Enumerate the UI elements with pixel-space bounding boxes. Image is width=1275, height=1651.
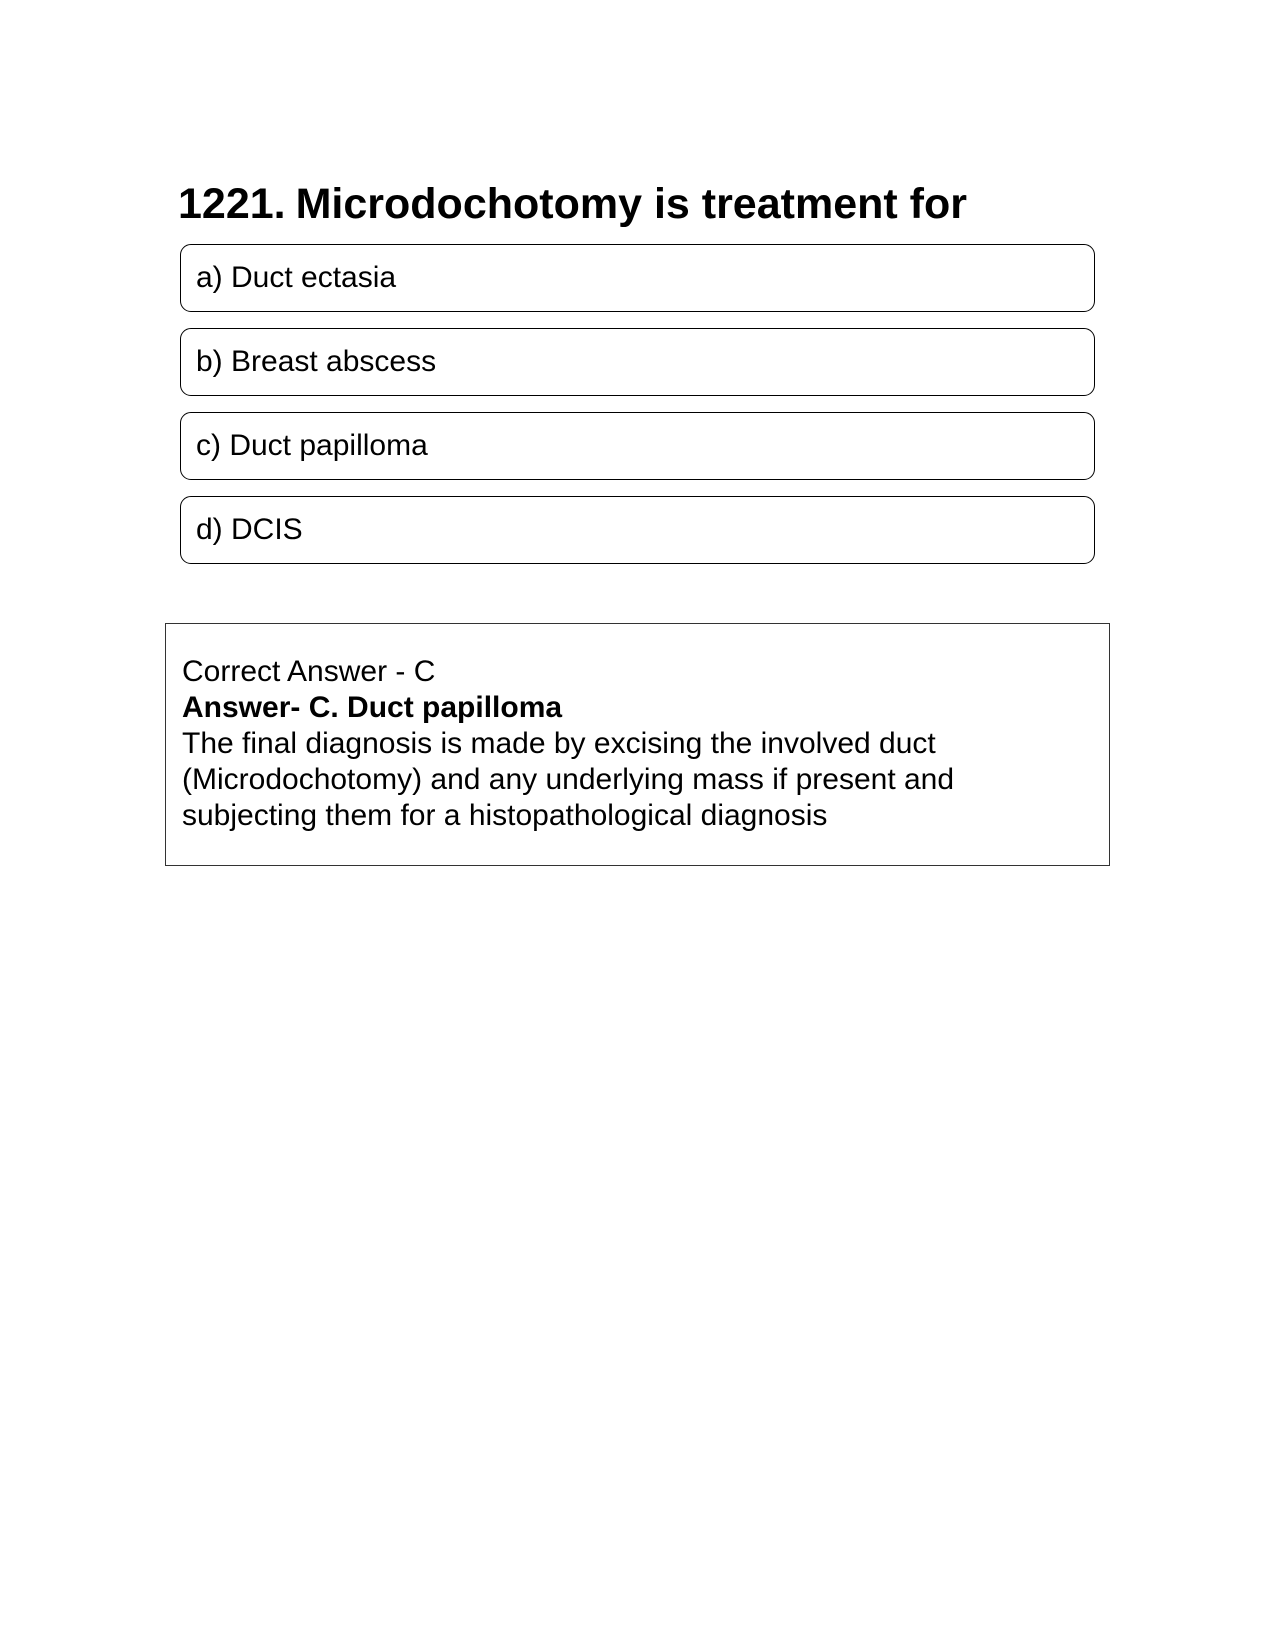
option-d[interactable]: d) DCIS: [180, 496, 1095, 564]
option-a[interactable]: a) Duct ectasia: [180, 244, 1095, 312]
answer-explanation-box: [165, 623, 1110, 866]
question-number: 1221.: [178, 180, 286, 228]
correct-answer-line: Correct Answer - C: [182, 655, 436, 688]
option-b[interactable]: b) Breast abscess: [180, 328, 1095, 396]
answer-title: Answer- C. Duct papilloma: [182, 691, 563, 724]
question-heading: [178, 176, 967, 232]
explanation-line-1: The final diagnosis is made by excising the involved duct: [182, 727, 936, 760]
explanation-line-3: subjecting them for a histopathological diagnosis: [182, 799, 828, 832]
explanation-line-2: (Microdochotomy) and any underlying mass if present and: [182, 763, 955, 796]
question-text: Microdochotomy is treatment for: [295, 180, 967, 228]
options-list: [180, 244, 1095, 580]
option-c[interactable]: c) Duct papilloma: [180, 412, 1095, 480]
